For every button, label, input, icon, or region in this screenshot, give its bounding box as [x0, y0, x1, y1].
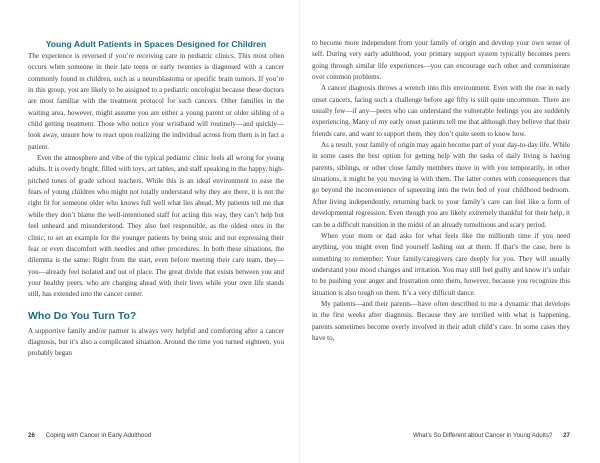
right-text-column — [312, 38, 570, 344]
running-head: Coping with Cancer in Early Adulthood — [45, 432, 152, 439]
body-paragraph: Even the atmosphere and vibe of the typical pediatric clinic feels all wrong for young adults. It is overly bright, filled with toys, art tables, and staff speaking in the happy, high-pitched tones of grade school teachers. While this is an ideal environment to ease the fears of young children who might not totally understand why they are there, it is not the right fit for someone older who knows full well what lies ahead. My patients tell me that while they don’t blame the well-intentioned staff for acting this way, they can’t help but feel unheard and misunderstood. They also feel responsible, as the oldest ones in the clinic, to set an example for the younger patients by being stoic and not expressing their fear or even discomfort with needles and other procedures. In both these situations, the dilemma is the same: Right from the start, even before meeting their care team, they—you—already feel isolated and out of place. The great divide that exists between you and your healthy peers, who are charging ahead with their lives while your own life stands still, has extended into the cancer center. — [28, 154, 284, 299]
body-paragraph: As a result, your family of origin may again become part of your day-to-day life. While in some cases the best option for getting help with the tasks of daily living is having parents, siblings, or other close family members move in with you temporarily, in other situations, it might be you moving in with them. The latter comes with consequences that go beyond the inconvenience of squeezing into the twin bed of your childhood bedroom. After living independently, returning back to your family’s care can feel like a form of developmental regression. Even though you are likely extremely thankful for their help, it can be a difficult transition in the midst of an already tumultuous and scary period. — [312, 141, 570, 229]
body-paragraph: A cancer diagnosis throws a wrench into this environment. Even with the rise in early onset cancers, facing such a challenge before age fifty is still quite uncommon. There are usually few—if any—peers who can understand the vulnerable feelings you are suddenly experiencing. Many of my early onset patients tell me that although they believe that their friends care, and want to support them, they don’t quite seem to know how. — [312, 84, 570, 138]
body-paragraph: When your mom or dad asks for what feels like the millionth time if you need anything, you might even find yourself lashing out at them. If that’s the case, here is something to remember: Your family/caregivers care deeply for you. They will usually understand your mood changes and irritation. You may still feel guilty and know it’s unfair to be pushing your anger and frustration onto them, however, because you recognize this situation is also tough on them. It’s a very difficult dance. — [312, 231, 570, 297]
left-text-column — [28, 38, 284, 360]
right-page — [300, 0, 600, 463]
section-heading: Young Adult Patients in Spaces Designed for Children — [45, 39, 267, 49]
running-head: What’s So Different about Cancer in Young Adults? — [412, 432, 553, 439]
page-number: 27 — [563, 432, 570, 439]
body-paragraph: My patients—and their parents—have often described to me a dynamic that develops in the first weeks after diagnosis. Because they are terrified with what is happening, parents sometimes become overly involved in their adult child’s care. In some cases they have to, — [312, 299, 570, 342]
left-folio — [28, 432, 151, 439]
page-number: 26 — [28, 432, 35, 439]
body-paragraph: to become more independent from your family of origin and develop your own sense of self. During very early adulthood, your primary support system typically becomes peers going through similar life experiences—you can encourage each other and commiserate over common problems. — [312, 39, 570, 82]
body-paragraph: The experience is reversed if you’re receiving care in pediatric clinics. This most often occurs when someone in their late teens or early twenties is diagnosed with a cancer commonly found in children, such as a neuroblastoma or specific brain tumors. If you’re in this group, you are likely to be assigned to a pediatric oncologist because these doctors are most familiar with the treatment protocol for such cancers. Other families in the waiting area, however, might assume you are either a young parent or older sibling of a child getting treatment. Those who notice your wristband will routinely—and quickly—look away, unsure how to react upon realizing the individual across from them is in fact a patient. — [28, 52, 284, 151]
body-paragraph: A supportive family and/or partner is always very helpful and comforting after a cancer diagnosis, but it’s also a complicated situation. Around the time you turned eighteen, you probably began — [28, 326, 284, 358]
subheading: Who Do You Turn To? — [28, 309, 137, 322]
right-folio — [413, 432, 570, 439]
